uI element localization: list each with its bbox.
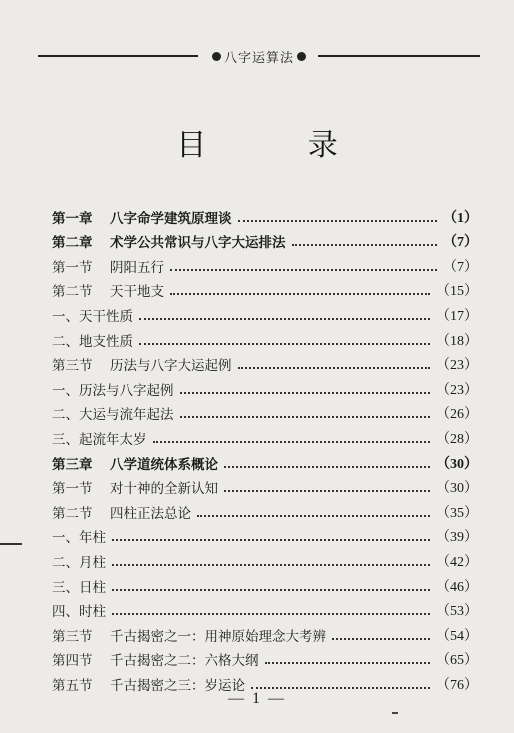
- toc-entry-page: （15）: [436, 284, 478, 300]
- toc-entry-text: 三、起流年太岁: [52, 431, 147, 448]
- toc-entry-label: [52, 330, 133, 350]
- toc-dot-leader: [112, 539, 430, 541]
- toc-entry: [52, 399, 478, 424]
- toc-entry: [52, 448, 478, 473]
- toc-entry-label: [52, 576, 106, 596]
- toc-entry-page: （53）: [436, 604, 478, 620]
- toc-title: 目 录: [176, 128, 384, 163]
- toc-entry-page: （35）: [436, 505, 478, 521]
- toc-entry-page: （1）: [443, 210, 478, 226]
- toc-entry: [52, 473, 478, 498]
- toc-entry-label: [52, 231, 286, 251]
- toc-entry-number: 第一节: [52, 481, 93, 498]
- toc-dot-leader: [292, 244, 438, 246]
- toc-entry-number: 第三节: [52, 358, 93, 375]
- toc-dot-leader: [238, 367, 431, 369]
- toc-dot-leader: [265, 662, 431, 664]
- toc-entry-text: 千古揭密之一：用神原始理念大考辨: [110, 628, 326, 645]
- left-ornament-icon: [212, 52, 221, 61]
- toc-dot-leader: [112, 564, 430, 566]
- toc-entry-page: （30）: [436, 481, 478, 497]
- toc-dot-leader: [251, 687, 430, 689]
- toc-entry-label: [52, 280, 164, 300]
- toc-dot-leader: [170, 293, 430, 295]
- toc-entry-text: 八学道统体系概论: [110, 456, 218, 473]
- toc-dot-leader: [139, 318, 430, 320]
- toc-entry-number: 第三章: [52, 456, 93, 473]
- toc-entry-label: [52, 502, 191, 522]
- toc-entry: [52, 202, 478, 227]
- toc-entry-page: （30）: [436, 456, 478, 472]
- toc-entry-text: 八字命学建筑原理谈: [110, 210, 232, 227]
- toc-entry-text: 一、历法与八字起例: [52, 382, 174, 399]
- toc-entry-page: （23）: [436, 358, 478, 374]
- toc-entry-label: [52, 526, 106, 546]
- toc-entry: [52, 546, 478, 571]
- toc-entry-page: （54）: [436, 628, 478, 644]
- toc-dot-leader: [112, 613, 430, 615]
- toc-entry-label: [52, 453, 218, 473]
- toc-entry-text: 三、日柱: [52, 579, 106, 596]
- toc-entry: [52, 276, 478, 301]
- toc-entry: [52, 620, 478, 645]
- toc-entry-text: 阴阳五行: [110, 259, 164, 276]
- toc-entry-number: 第二节: [52, 505, 93, 522]
- toc-entry: [52, 227, 478, 252]
- toc-entry-text: 天干地支: [110, 284, 164, 301]
- toc-entry-number: 第二章: [52, 235, 93, 252]
- toc-entry-text: 术学公共常识与八字大运排法: [110, 235, 286, 252]
- toc-entry: [52, 571, 478, 596]
- running-title-text: 八字运算法: [223, 50, 294, 66]
- toc-entry-text: 一、天干性质: [52, 308, 133, 325]
- toc-entry-number: 第二节: [52, 284, 93, 301]
- ink-speck: [392, 712, 398, 714]
- toc-entry-text: 四、时柱: [52, 604, 106, 621]
- margin-mark: [0, 543, 22, 545]
- toc-entry-label: [52, 354, 232, 374]
- toc-entry-text: 二、地支性质: [52, 333, 133, 350]
- toc-entry: [52, 325, 478, 350]
- toc-entry-number: 第一章: [52, 210, 93, 227]
- toc-entry: [52, 374, 478, 399]
- toc-entry-label: [52, 305, 133, 325]
- toc-entry-page: （7）: [443, 235, 478, 251]
- toc-entry: [52, 350, 478, 375]
- header-rule-left: [38, 55, 198, 57]
- toc-dot-leader: [170, 269, 437, 271]
- page-number: — 1 —: [228, 690, 286, 707]
- toc-dot-leader: [180, 392, 431, 394]
- toc-entry-label: [52, 625, 326, 645]
- toc-entry-label: [52, 403, 174, 423]
- toc-entry-text: 历法与八字大运起例: [110, 358, 232, 375]
- toc-entry-number: 第四节: [52, 653, 93, 670]
- toc-entry-number: 第一节: [52, 259, 93, 276]
- toc-entry-label: [52, 256, 164, 276]
- toc-entry: [52, 300, 478, 325]
- running-header: [38, 44, 480, 68]
- toc-dot-leader: [139, 343, 430, 345]
- toc-entry-page: （42）: [436, 554, 478, 570]
- toc-entry-page: （7）: [443, 259, 478, 275]
- toc-dot-leader: [224, 466, 430, 468]
- toc-entry-page: （18）: [436, 333, 478, 349]
- toc-entry-page: （76）: [436, 677, 478, 693]
- toc-dot-leader: [332, 638, 430, 640]
- toc-entry: [52, 596, 478, 621]
- toc-entry-page: （65）: [436, 653, 478, 669]
- toc-entry-text: 对十神的全新认知: [110, 481, 218, 498]
- toc-dot-leader: [224, 490, 430, 492]
- toc-dot-leader: [197, 515, 430, 517]
- toc-entry-page: （39）: [436, 530, 478, 546]
- toc-entry-page: （46）: [436, 579, 478, 595]
- toc-entry-text: 一、年柱: [52, 530, 106, 547]
- toc-entry-page: （28）: [436, 431, 478, 447]
- toc-entry-label: [52, 551, 106, 571]
- toc-entry-number: 第三节: [52, 628, 93, 645]
- toc-entry-text: 二、月柱: [52, 554, 106, 571]
- running-title: [200, 44, 318, 68]
- header-rule-right: [318, 55, 480, 57]
- toc-entry: [52, 251, 478, 276]
- toc-entry-number: 第五节: [52, 677, 93, 694]
- toc-entry-page: （26）: [436, 407, 478, 423]
- toc-entry-page: （23）: [436, 382, 478, 398]
- toc-entry: [52, 645, 478, 670]
- toc-entry: [52, 423, 478, 448]
- toc-entry: [52, 497, 478, 522]
- toc-entry: [52, 522, 478, 547]
- toc-list: [52, 202, 478, 694]
- toc-entry-label: [52, 207, 232, 227]
- toc-entry-text: 四柱正法总论: [110, 505, 191, 522]
- toc-entry-text: 千古揭密之三：岁运论: [110, 677, 245, 694]
- toc-entry-label: [52, 477, 218, 497]
- toc-entry-label: [52, 428, 147, 448]
- toc-entry-page: （17）: [436, 308, 478, 324]
- toc-entry-text: 千古揭密之二：六格大纲: [110, 653, 259, 670]
- toc-dot-leader: [238, 220, 438, 222]
- toc-entry-label: [52, 379, 174, 399]
- toc-entry-text: 二、大运与流年起法: [52, 407, 174, 424]
- toc-entry-label: [52, 600, 106, 620]
- toc-dot-leader: [112, 589, 430, 591]
- toc-dot-leader: [180, 416, 431, 418]
- right-ornament-icon: [297, 52, 306, 61]
- toc-entry-label: [52, 649, 259, 669]
- toc-dot-leader: [153, 441, 431, 443]
